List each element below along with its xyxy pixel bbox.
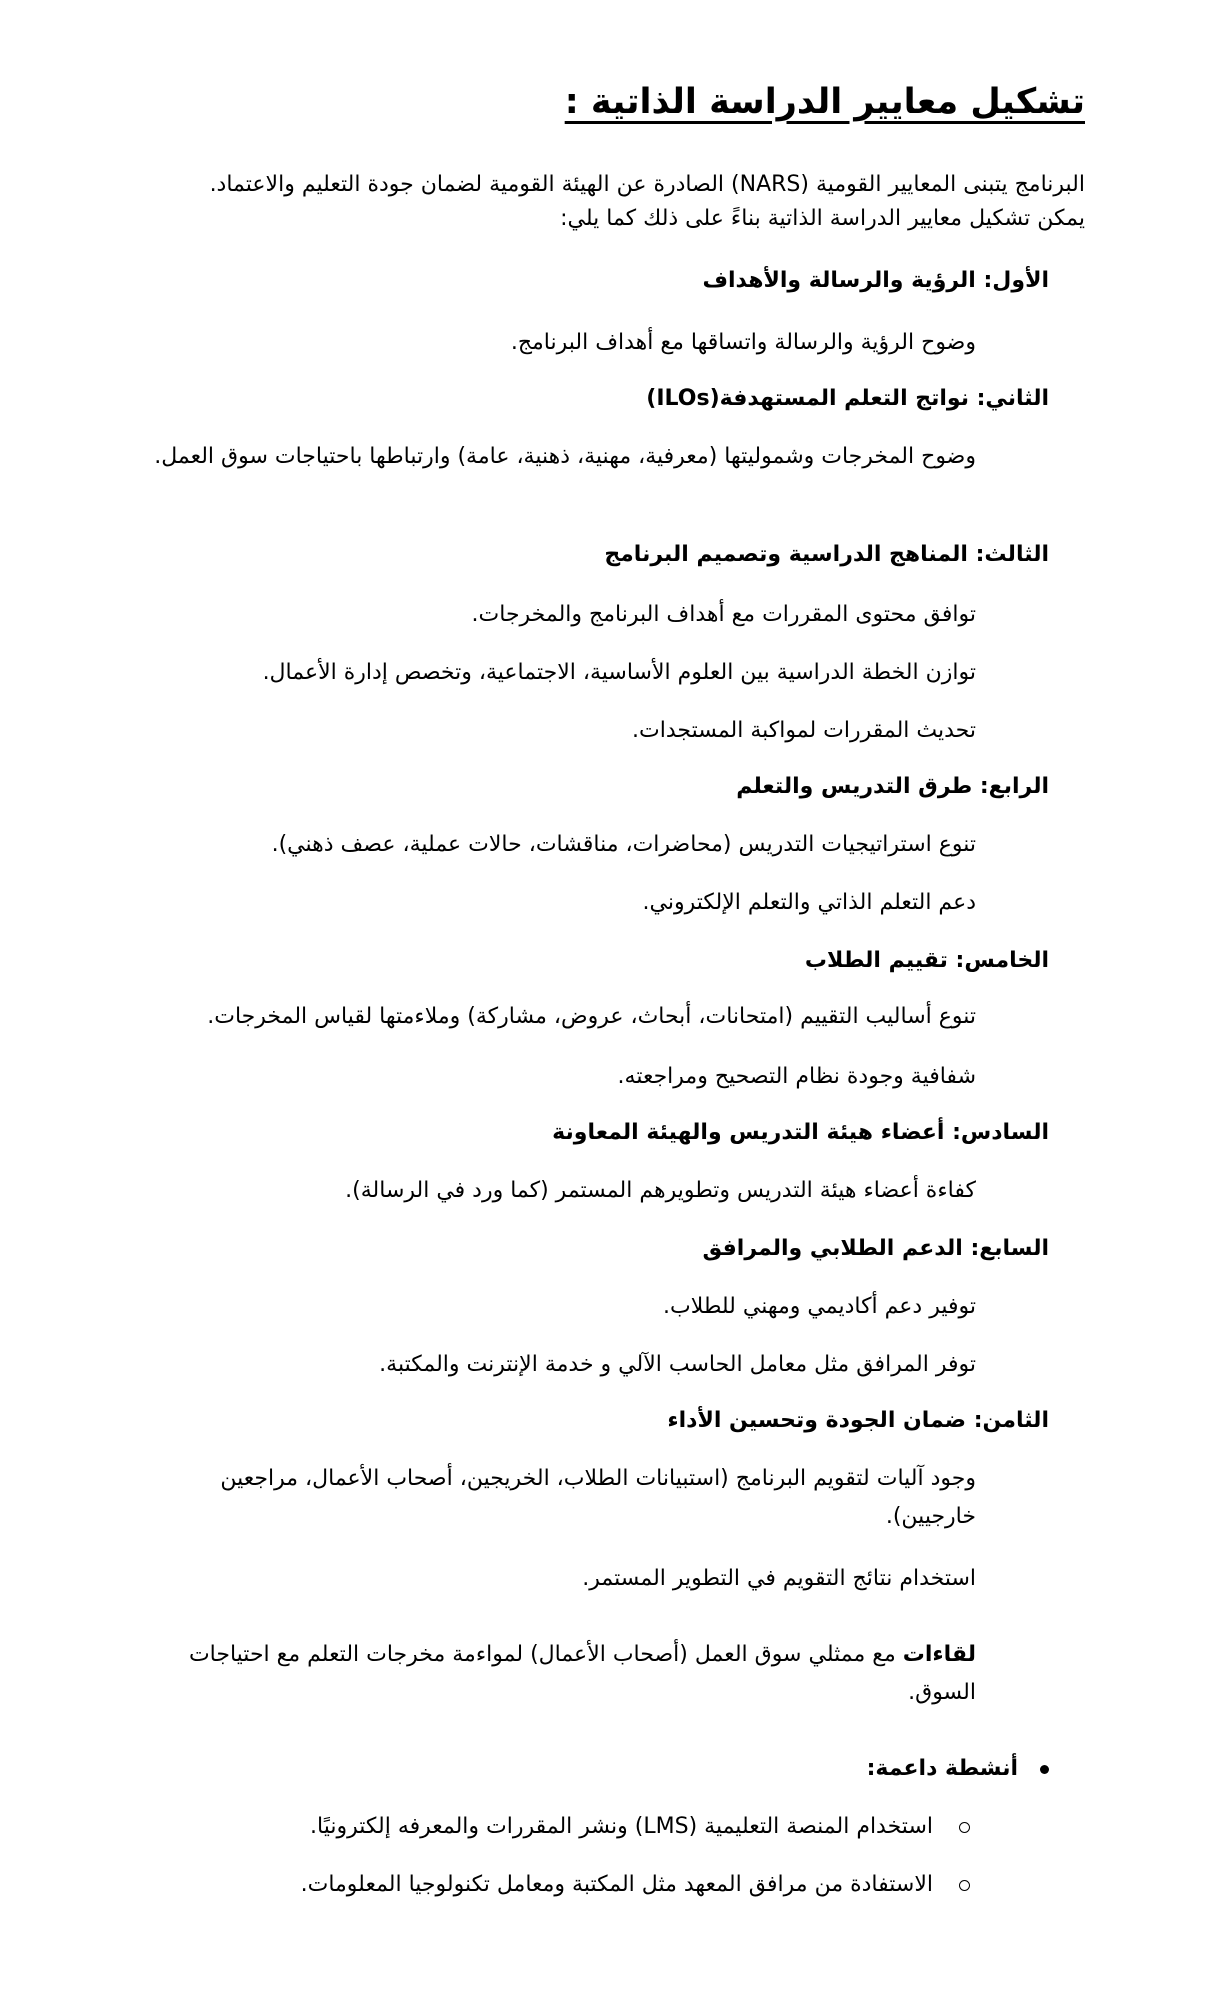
page-title: تشكيل معايير الدراسة الذاتية : xyxy=(564,82,1085,122)
section-4-item-1: تنوع استراتيجيات التدريس (محاضرات، مناقشات، حالات عملية، عصف ذهني). xyxy=(271,832,976,857)
intro-line-1: البرنامج يتبنى المعايير القومية (NARS) الصادرة عن الهيئة القومية لضمان جودة التعليم والاعتماد. xyxy=(209,172,1085,197)
section-heading-1: الأول: الرؤية والرسالة والأهداف xyxy=(702,268,1049,293)
section-8-item-1: وجود آليات لتقويم البرنامج (استبيانات الطلاب، الخريجين، أصحاب الأعمال، مراجعين خارجيين). xyxy=(220,1466,976,1529)
section-3-item-3: تحديث المقررات لمواكبة المستجدات. xyxy=(632,718,976,743)
hollow-circle-bullet-icon xyxy=(959,1880,970,1891)
bullet-dot-icon xyxy=(1040,1765,1049,1774)
support-item-2 xyxy=(301,1868,970,1902)
section-7-item-2: توفر المرافق مثل معامل الحاسب الآلي و خدمة الإنترنت والمكتبة. xyxy=(379,1352,976,1377)
section-2-item-1: وضوح المخرجات وشموليتها (معرفية، مهنية، ذهنية، عامة) وارتباطها باحتياجات سوق العمل. xyxy=(154,444,976,469)
section-heading-7: السابع: الدعم الطلابي والمرافق xyxy=(702,1236,1049,1261)
intro-line-2: يمكن تشكيل معايير الدراسة الذاتية بناءً على ذلك كما يلي: xyxy=(560,206,1085,231)
support-heading: أنشطة داعمة: xyxy=(866,1756,1018,1781)
meetings-text: مع ممثلي سوق العمل (أصحاب الأعمال) لمواءمة مخرجات التعلم مع احتياجات السوق. xyxy=(188,1642,976,1705)
section-3-item-1: توافق محتوى المقررات مع أهداف البرنامج والمخرجات. xyxy=(471,602,976,627)
section-4-item-2: دعم التعلم الذاتي والتعلم الإلكتروني. xyxy=(642,890,976,915)
section-7-item-1: توفير دعم أكاديمي ومهني للطلاب. xyxy=(663,1294,976,1319)
support-heading-row xyxy=(867,1752,1049,1786)
support-item-2-text: الاستفادة من مرافق المعهد مثل المكتبة ومعامل تكنولوجيا المعلومات. xyxy=(300,1872,933,1897)
support-item-1 xyxy=(310,1810,970,1844)
hollow-circle-bullet-icon xyxy=(959,1822,970,1833)
section-3-item-2: توازن الخطة الدراسية بين العلوم الأساسية، الاجتماعية، وتخصص إدارة الأعمال. xyxy=(262,660,976,685)
section-5-item-1: تنوع أساليب التقييم (امتحانات، أبحاث، عروض، مشاركة) وملاءمتها لقياس المخرجات. xyxy=(207,1004,976,1029)
intro-paragraph xyxy=(145,168,1085,236)
support-item-1-text: استخدام المنصة التعليمية (LMS) ونشر المقررات والمعرفه إلكترونيًا. xyxy=(310,1814,933,1839)
section-1-item-1: وضوح الرؤية والرسالة واتساقها مع أهداف البرنامج. xyxy=(510,330,976,355)
section-heading-6: السادس: أعضاء هيئة التدريس والهيئة المعاونة xyxy=(552,1120,1049,1145)
section-heading-4: الرابع: طرق التدريس والتعلم xyxy=(736,774,1049,799)
section-6-item-1: كفاءة أعضاء هيئة التدريس وتطويرهم المستمر (كما ورد في الرسالة). xyxy=(345,1178,976,1203)
meetings-bold-label: لقاءات xyxy=(902,1642,976,1667)
section-5-item-2: شفافية وجودة نظام التصحيح ومراجعته. xyxy=(617,1064,976,1089)
section-heading-5: الخامس: تقييم الطلاب xyxy=(804,948,1049,973)
section-heading-3: الثالث: المناهج الدراسية وتصميم البرنامج xyxy=(604,542,1049,567)
section-8-item-2: استخدام نتائج التقويم في التطوير المستمر. xyxy=(582,1566,976,1591)
meetings-paragraph xyxy=(126,1636,976,1712)
section-heading-8: الثامن: ضمان الجودة وتحسين الأداء xyxy=(667,1408,1049,1433)
section-heading-2: الثاني: نواتج التعلم المستهدفة(ILOs) xyxy=(646,386,1049,411)
